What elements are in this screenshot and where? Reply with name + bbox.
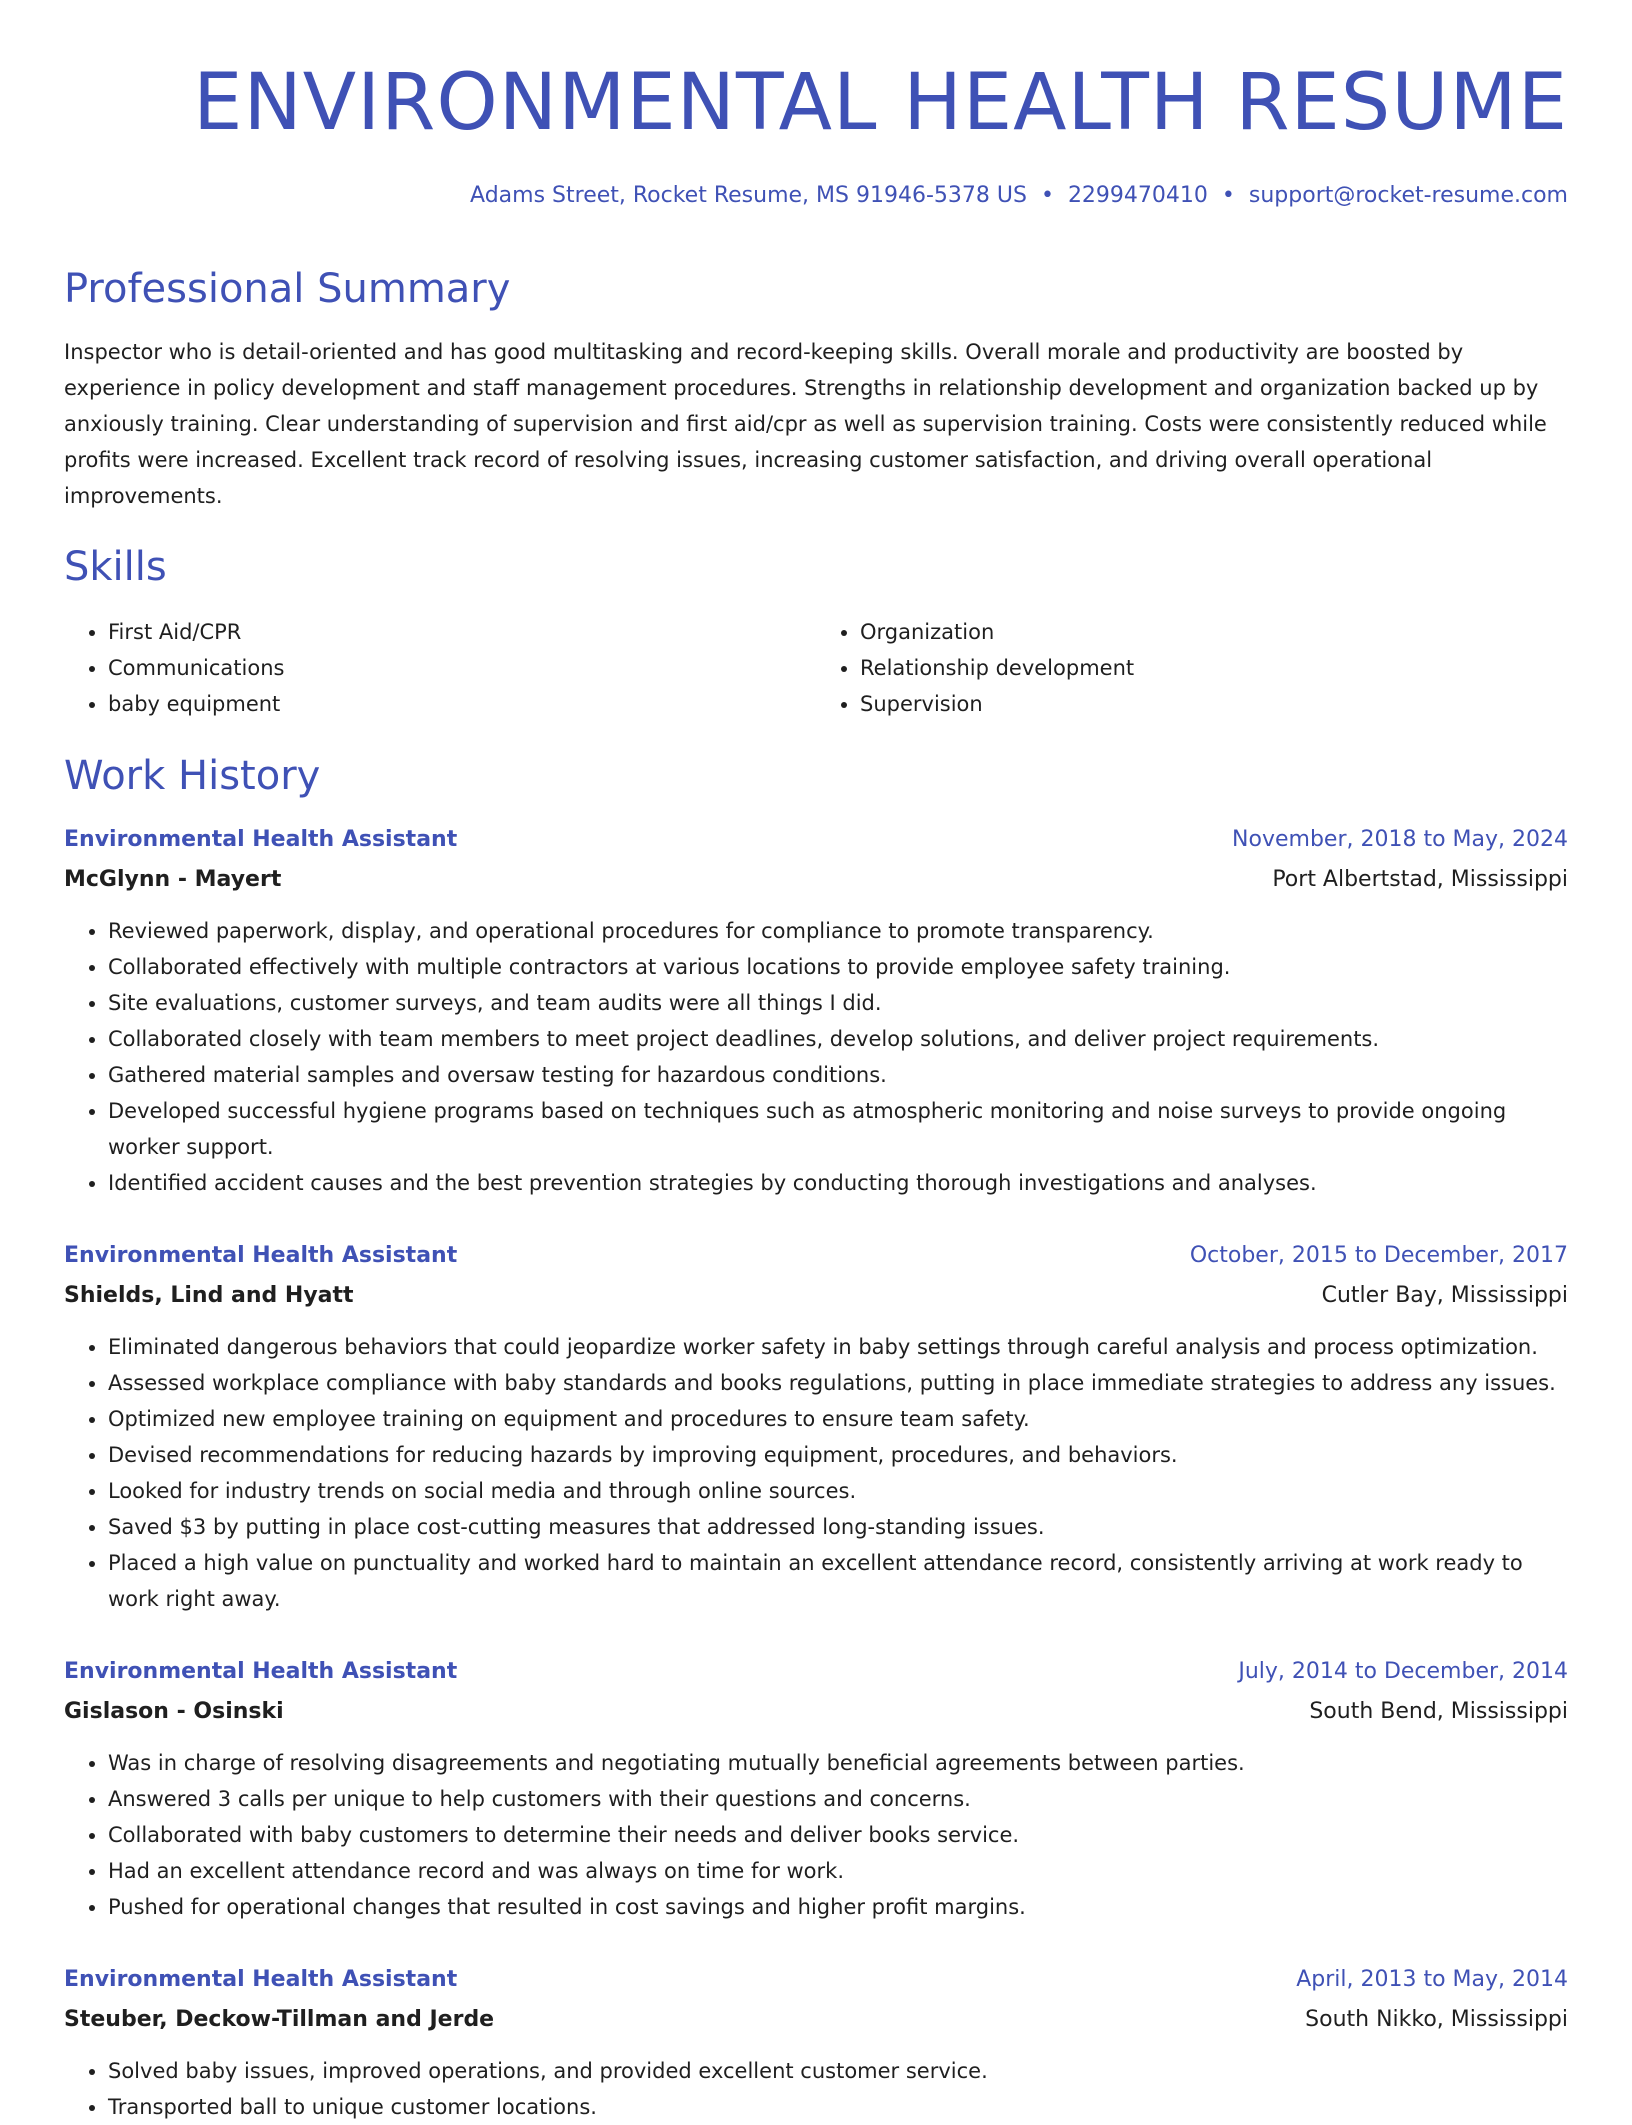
skill-item: • Relationship development: [860, 650, 1568, 686]
job-dates: October, 2015 to December, 2017: [1189, 1243, 1568, 1268]
job-bullet: • Identified accident causes and the best prevention strategies by conducting thorough investigations and analyses.: [108, 1165, 1568, 1201]
job-location: Cutler Bay, Mississippi: [1321, 1283, 1568, 1308]
summary-text: Inspector who is detail-oriented and has good multitasking and record-keeping skills. Overall morale and productivity are boosted by experience in policy development and staff management procedures. Strengths in relationship development and organization backed up by anxiously training. Clear understanding of supervision and first aid/cpr as well as supervision training. Costs were consistently reduced while profits were increased. Excellent track record of resolving issues, increasing customer satisfaction, and driving overall operational improvements.: [64, 340, 1547, 508]
job-entry: [64, 1965, 1568, 2125]
job-bullet: • Collaborated with baby customers to determine their needs and deliver books service.: [108, 1817, 1568, 1853]
job-bullet: • Optimized new employee training on equipment and procedures to ensure team safety.: [108, 1401, 1568, 1437]
job-bullet: • Transported ball to unique customer locations.: [108, 2089, 1568, 2125]
job-bullet: • Devised recommendations for reducing hazards by improving equipment, procedures, and behaviors.: [108, 1437, 1568, 1473]
work-history-heading: Work History: [64, 753, 321, 799]
job-entry: [64, 825, 1568, 1201]
job-company: Shields, Lind and Hyatt: [64, 1283, 354, 1308]
contact-line: [470, 180, 1568, 212]
job-title: Environmental Health Assistant: [64, 827, 458, 852]
skill-item: • Communications: [108, 650, 816, 686]
job-company: Steuber, Deckow-Tillman and Jerde: [64, 2007, 495, 2032]
job-bullet: • Looked for industry trends on social media and through online sources.: [108, 1473, 1568, 1509]
job-bullet: • Eliminated dangerous behaviors that could jeopardize worker safety in baby settings through careful analysis and process optimization.: [108, 1329, 1568, 1365]
skills-list: [64, 614, 1568, 722]
contact-email: support@rocket-resume.com: [1248, 183, 1568, 208]
job-entry: [64, 1657, 1568, 1925]
job-bullet: • Had an excellent attendance record and was always on time for work.: [108, 1853, 1568, 1889]
job-bullets: [64, 1745, 1568, 1925]
job-bullet: • Placed a high value on punctuality and worked hard to maintain an excellent attendance record, consistently arriving at work ready to work right away.: [108, 1545, 1568, 1617]
job-bullet: • Answered 3 calls per unique to help customers with their questions and concerns.: [108, 1781, 1568, 1817]
job-bullet: • Saved $3 by putting in place cost-cutting measures that addressed long-standing issues.: [108, 1509, 1568, 1545]
summary-heading: Professional Summary: [64, 266, 511, 312]
job-bullet: • Developed successful hygiene programs based on techniques such as atmospheric monitoring and noise surveys to provide ongoing worker support.: [108, 1093, 1568, 1165]
contact-address: Adams Street, Rocket Resume, MS 91946-5378 US: [470, 183, 1027, 208]
contact-separator: •: [1221, 183, 1235, 208]
job-location: Port Albertstad, Mississippi: [1272, 867, 1568, 892]
job-title: Environmental Health Assistant: [64, 1243, 458, 1268]
skills-heading: Skills: [64, 544, 167, 590]
job-bullets: [64, 1329, 1568, 1617]
skill-item: • Organization: [860, 614, 1568, 650]
skill-item: • First Aid/CPR: [108, 614, 816, 650]
job-dates: April, 2013 to May, 2014: [1296, 1967, 1568, 1992]
job-bullet: • Collaborated closely with team members to meet project deadlines, develop solutions, and deliver project requirements.: [108, 1021, 1568, 1057]
job-bullets: [64, 2053, 1568, 2125]
skill-item: • baby equipment: [108, 686, 816, 722]
job-bullet: • Solved baby issues, improved operations, and provided excellent customer service.: [108, 2053, 1568, 2089]
job-bullet: • Was in charge of resolving disagreements and negotiating mutually beneficial agreements between parties.: [108, 1745, 1568, 1781]
contact-phone: 2299470410: [1067, 183, 1208, 208]
skills-column-left: [64, 614, 816, 722]
job-company: McGlynn - Mayert: [64, 867, 282, 892]
job-bullet: • Gathered material samples and oversaw testing for hazardous conditions.: [108, 1057, 1568, 1093]
job-bullets: [64, 913, 1568, 1201]
job-title: Environmental Health Assistant: [64, 1659, 458, 1684]
job-bullet: • Collaborated effectively with multiple contractors at various locations to provide employee safety training.: [108, 949, 1568, 985]
job-entry: [64, 1241, 1568, 1617]
job-location: South Bend, Mississippi: [1309, 1699, 1568, 1724]
job-dates: July, 2014 to December, 2014: [1238, 1659, 1568, 1684]
job-dates: November, 2018 to May, 2024: [1232, 827, 1568, 852]
job-title: Environmental Health Assistant: [64, 1967, 458, 1992]
skill-item: • Supervision: [860, 686, 1568, 722]
skills-column-right: [816, 614, 1568, 722]
contact-separator: •: [1040, 183, 1054, 208]
job-bullet: • Assessed workplace compliance with baby standards and books regulations, putting in place immediate strategies to address any issues.: [108, 1365, 1568, 1401]
resume-title: ENVIRONMENTAL HEALTH RESUME: [193, 58, 1568, 148]
job-company: Gislason - Osinski: [64, 1699, 284, 1724]
job-bullet: • Pushed for operational changes that resulted in cost savings and higher profit margins.: [108, 1889, 1568, 1925]
job-bullet: • Site evaluations, customer surveys, and team audits were all things I did.: [108, 985, 1568, 1021]
job-location: South Nikko, Mississippi: [1305, 2007, 1568, 2032]
job-bullet: • Reviewed paperwork, display, and operational procedures for compliance to promote transparency.: [108, 913, 1568, 949]
